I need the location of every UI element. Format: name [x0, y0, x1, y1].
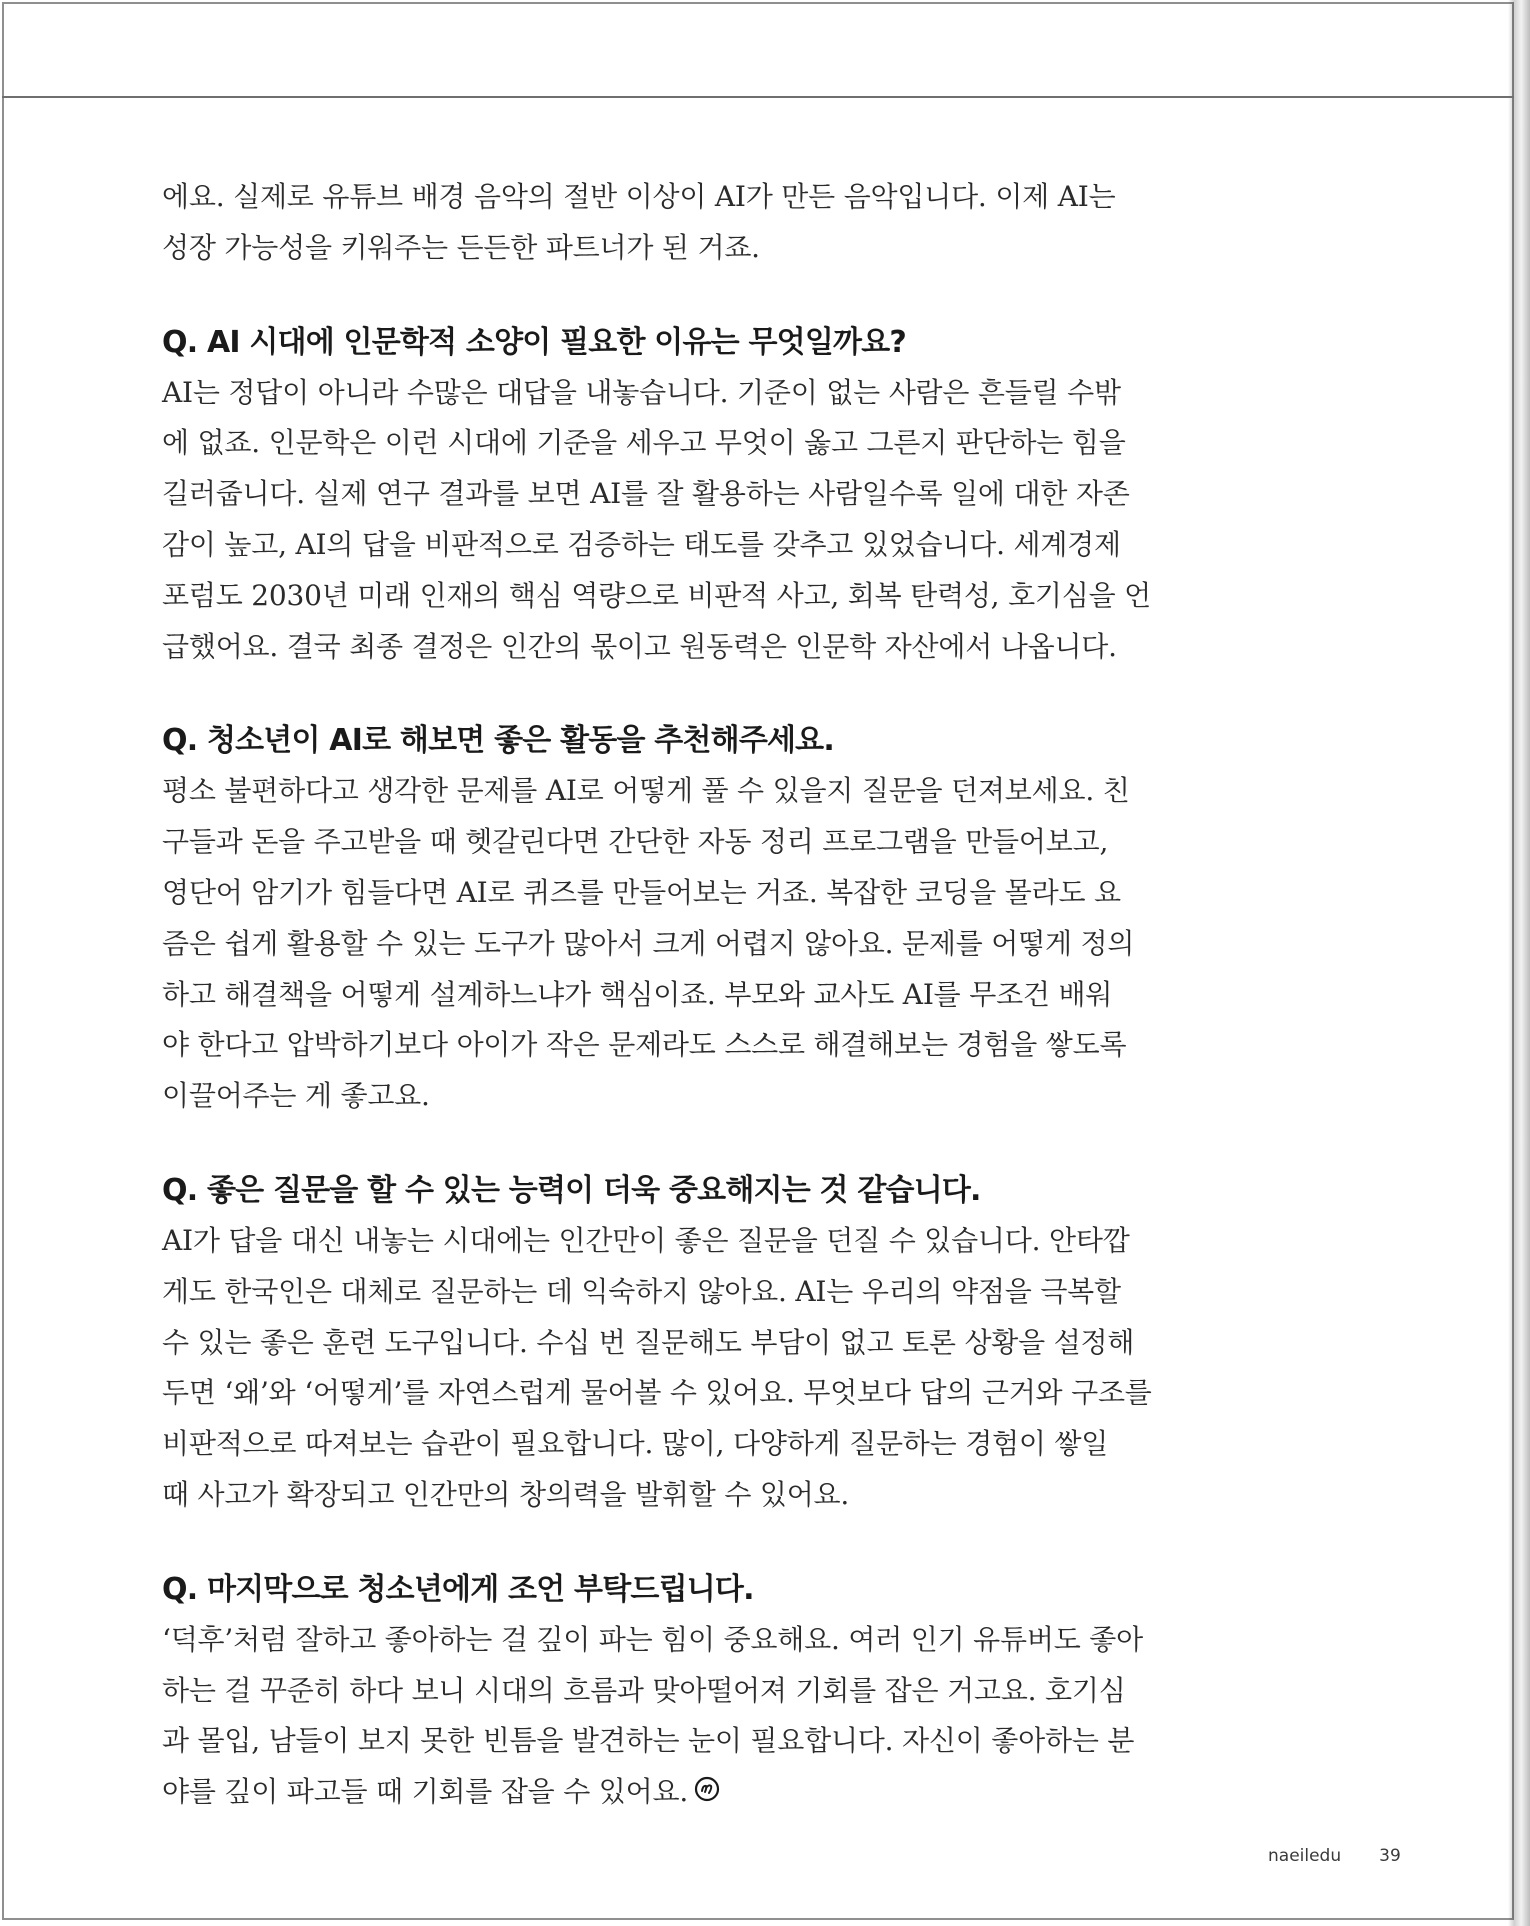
last-text-line [162, 1767, 1067, 1819]
answer-paragraph [162, 766, 1135, 1122]
text-line: 길러줍니다. 실제 연구 결과를 보면 AI를 잘 활용하는 사람일수록 일에 대한 자존 [162, 477, 1130, 511]
text-line: 급했어요. 결국 최종 결정은 인간의 몫이고 원동력은 인문학 자산에서 나옵니다. [162, 629, 1117, 663]
page-edge [1514, 0, 1530, 1926]
text-line: 수 있는 좋은 훈련 도구입니다. 수십 번 질문해도 부담이 없고 토론 상황을 설정해 [162, 1325, 1135, 1359]
text-line: 하고 해결책을 어떻게 설계하느냐가 핵심이죠. 부모와 교사도 AI를 무조건 배워 [162, 977, 1113, 1011]
text-line: 에요. 실제로 유튜브 배경 음악의 절반 이상이 AI가 만든 음악입니다. 이제 AI는 [162, 180, 1116, 213]
text-line: 영단어 암기가 힘들다면 AI로 퀴즈를 만들어보는 거죠. 복잡한 코딩을 몰라도 요 [162, 875, 1121, 909]
text-line: 두면 ‘왜’와 ‘어떻게’를 자연스럽게 물어볼 수 있어요. 무엇보다 답의 근거와 구조를 [162, 1376, 1152, 1410]
answer-paragraph [162, 368, 1152, 673]
answer-paragraph [162, 1615, 1143, 1819]
magazine-end-mark-icon [694, 1768, 720, 1819]
article-body [162, 172, 1152, 1819]
text-line: 야 한다고 압박하기보다 아이가 작은 문제라도 스스로 해결해보는 경험을 쌓도록 [162, 1028, 1127, 1062]
text-line: AI가 답을 대신 내놓는 시대에는 인간만이 좋은 질문을 던질 수 있습니다. 안타깝 [162, 1223, 1130, 1257]
text-line: 게도 한국인은 대체로 질문하는 데 익숙하지 않아요. AI는 우리의 약점을 극복할 [162, 1274, 1121, 1308]
text-line: 성장 가능성을 키워주는 든든한 파트너가 된 거죠. [162, 230, 760, 264]
header-rule [2, 96, 1514, 98]
page-number: 39 [1379, 1846, 1401, 1866]
text-line: ‘덕후’처럼 잘하고 좋아하는 걸 깊이 파는 힘이 중요해요. 여러 인기 유튜버도 좋아 [162, 1622, 1143, 1656]
page-footer [1268, 1846, 1401, 1866]
text-line: AI는 정답이 아니라 수많은 대답을 내놓습니다. 기준이 없는 사람은 흔들릴 수밖 [162, 375, 1121, 409]
text-line: 때 사고가 확장되고 인간만의 창의력을 발휘할 수 있어요. [162, 1477, 850, 1511]
answer-paragraph [162, 1216, 1152, 1521]
text-line: 이끌어주는 게 좋고요. [162, 1079, 430, 1113]
text-line: 감이 높고, AI의 답을 비판적으로 검증하는 태도를 갖추고 있었습니다. 세계경제 [162, 527, 1121, 561]
text-line: 비판적으로 따져보는 습관이 필요합니다. 많이, 다양하게 질문하는 경험이 쌓일 [162, 1427, 1109, 1461]
text-line: 평소 불편하다고 생각한 문제를 AI로 어떻게 풀 수 있을지 질문을 던져보세요. 친 [162, 774, 1130, 808]
question-heading: Q. 청소년이 AI로 해보면 좋은 활동을 추천해주세요. [162, 723, 834, 759]
question-heading: Q. 마지막으로 청소년에게 조언 부탁드립니다. [162, 1571, 754, 1607]
footer-brand: naeiledu [1268, 1846, 1342, 1866]
text-line: 하는 걸 꾸준히 하다 보니 시대의 흐름과 맞아떨어져 기회를 잡은 거고요. 호기심 [162, 1673, 1126, 1707]
intro-paragraph [162, 172, 1116, 274]
question-heading: Q. 좋은 질문을 할 수 있는 능력이 더욱 중요해지는 것 같습니다. [162, 1172, 981, 1208]
text-line: 과 몰입, 남들이 보지 못한 빈틈을 발견하는 눈이 필요합니다. 자신이 좋아하는 분 [162, 1724, 1135, 1758]
text-line: 에 없죠. 인문학은 이런 시대에 기준을 세우고 무엇이 옳고 그른지 판단하는 힘을 [162, 426, 1126, 460]
text-line: 야를 깊이 파고들 때 기회를 잡을 수 있어요. [162, 1775, 689, 1809]
question-heading: Q. AI 시대에 인문학적 소양이 필요한 이유는 무엇일까요? [162, 324, 906, 360]
text-line: 포럼도 2030년 미래 인재의 핵심 역량으로 비판적 사고, 회복 탄력성, 호기심을 언 [162, 578, 1152, 612]
text-line: 즘은 쉽게 활용할 수 있는 도구가 많아서 크게 어렵지 않아요. 문제를 어떻게 정의 [162, 926, 1135, 960]
text-line: 구들과 돈을 주고받을 때 헷갈린다면 간단한 자동 정리 프로그램을 만들어보고, [162, 825, 1109, 859]
